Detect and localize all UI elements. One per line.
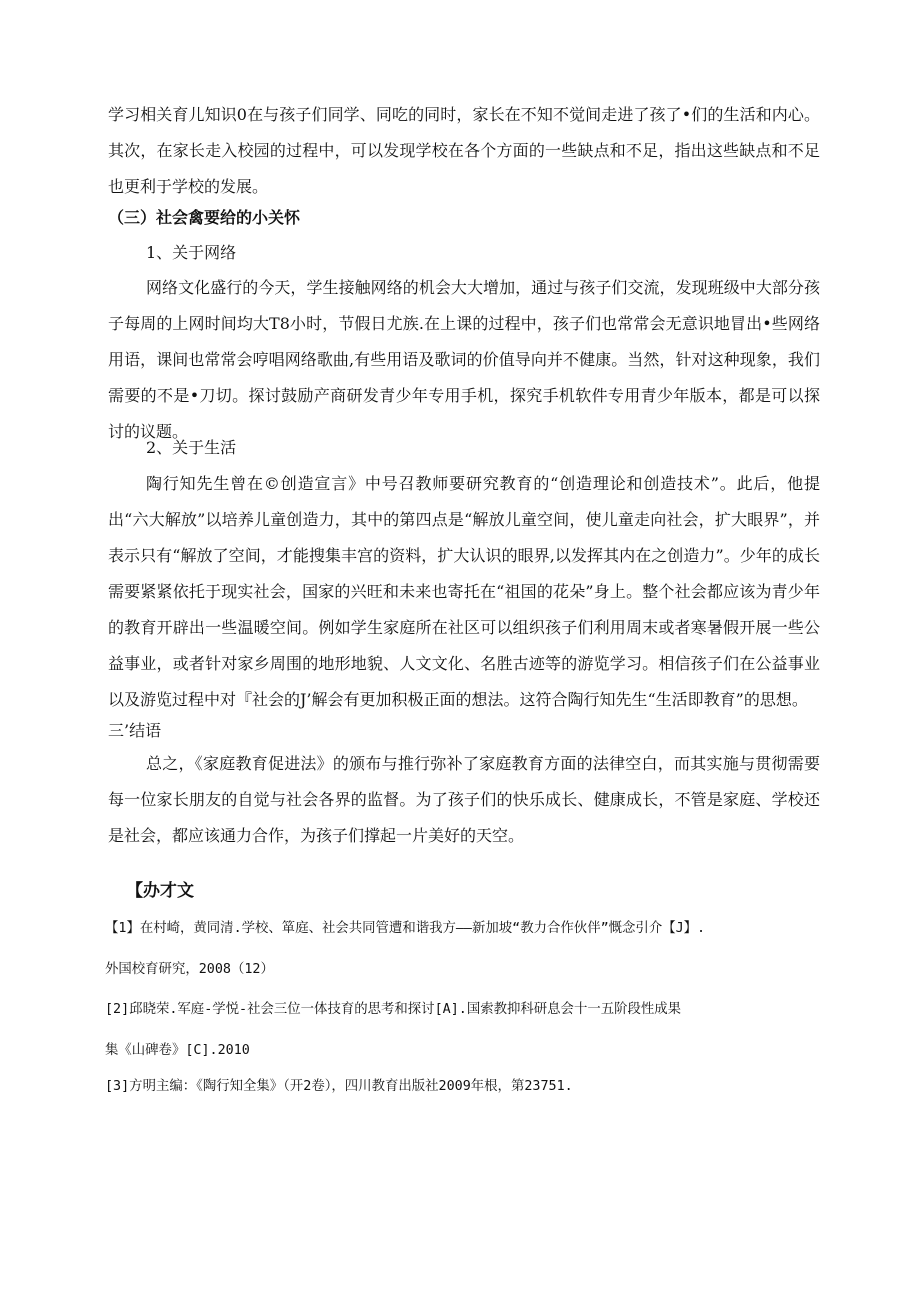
reference-item: 【1】在村崎，黄同清.学校、箪庭、社会共同管遭和谐我方——新加坡“教力合作伙伴”慨念引介【J】. xyxy=(105,921,706,936)
reference-item: [3]方明主编：《陶行知全集》（开2卷），四川教育出版社2009年根，第23751. xyxy=(105,1079,573,1094)
subsection-life-heading: 2、关于生活 xyxy=(146,438,237,457)
references-title: 【办才文 xyxy=(126,881,194,901)
conclusion-heading: 三’结语 xyxy=(108,721,162,740)
reference-item: [2]邱晓荣.军庭-学悦-社会三位一体技育的思考和探讨[A].国索教抑科研息会十一五阶段性成果 xyxy=(105,1002,682,1017)
intro-paragraph: 学习相关育儿知识0在与孩子们同学、同吃的同时，家长在不知不觉间走进了孩了•们的生活和内心。其次，在家长走入校园的过程中，可以发现学校在各个方面的一些缺点和不足，指出这些缺点和不足也更利于学校的发展。 xyxy=(108,105,820,196)
subsection-life-paragraph: 陶行知先生曾在©创造宣言》中号召教师要研究教育的“创造理论和创造技术”。此后，他提出“六大解放”以培养儿童创造力，其中的第四点是“解放儿童空间，使儿童走向社会，扩大眼界”，并表示只有“解放了空间，才能搜集丰宫的资料，扩大认识的眼界,以发挥其内在之创造力”。少年的成长需要紧紧依托于现实社会，国家的兴旺和未来也寄托在“祖国的花朵”身上。整个社会都应该为青少年的教育开辟出一些温暖空间。例如学生家庭所在社区可以组织孩子们利用周末或者寒暑假开展一些公益事业，或者针对家乡周围的地形地貌、人文文化、名胜古迹等的游览学习。相信孩子们在公益事业以及游览过程中对『社会的J’解会有更加积极正面的想法。这符合陶行知先生“生活即教育”的思想。 xyxy=(108,474,820,709)
subsection-network-heading: 1、关于网络 xyxy=(146,243,237,262)
section3-heading: （三）社会禽要给的小关怀 xyxy=(108,208,301,227)
subsection-network-paragraph: 网络文化盛行的今天，学生接触网络的机会大大增加，通过与孩子们交流，发现班级中大部分孩子每周的上网时间均大T8小时，节假日尤族.在上课的过程中，孩子们也常常会无意识地冒出•些网络用语，课间也常常会哼唱网络歌曲,有些用语及歌词的价值导向并不健康。当然，针对这种现象，我们需要的不是•刀切。探讨鼓励产商研发青少年专用手机，探究手机软件专用青少年版本，都是可以探讨的议题。 xyxy=(108,278,820,441)
reference-item: 外国校育研究，2008（12） xyxy=(105,962,274,977)
conclusion-paragraph: 总之，《家庭教育促进法》的颁布与推行弥补了家庭教育方面的法律空白，而其实施与贯彻需要每一位家长朋友的自觉与社会各界的监督。为了孩子们的快乐成长、健康成长，不管是家庭、学校还是社会，都应该通力合作，为孩子们撑起一片美好的天空。 xyxy=(108,754,820,845)
reference-item: 集《山碑卷》[C].2010 xyxy=(105,1043,250,1058)
